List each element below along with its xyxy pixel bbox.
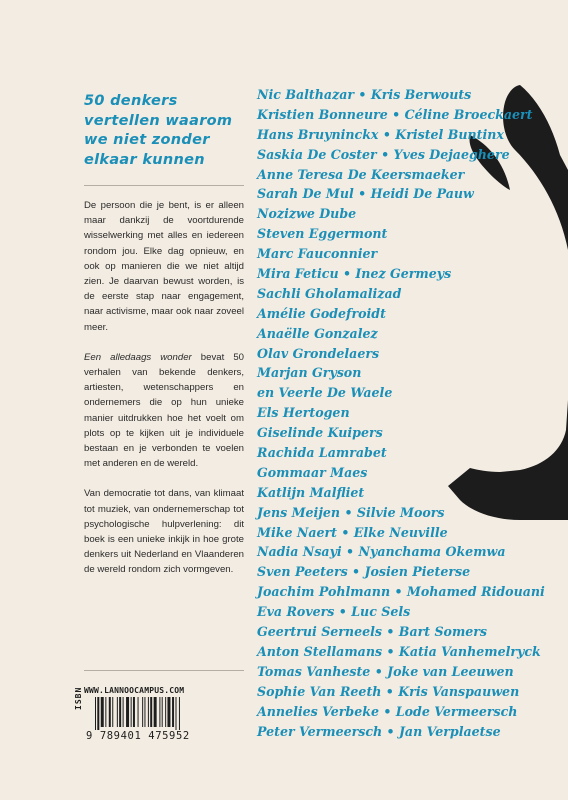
contributor-line: Anton Stellamans • Katia Vanhemelryck [257, 643, 541, 659]
contributor-line: Giselinde Kuipers [257, 425, 383, 441]
contributor-line: Joachim Pohlmann • Mohamed Ridouani [257, 584, 545, 600]
contributor-line: Sophie Van Reeth • Kris Vanspauwen [257, 683, 520, 699]
contributor-line: Tomas Vanheste • Joke van Leeuwen [257, 663, 514, 679]
blurb-paragraph-1: De persoon die je bent, is er alleen maar dankzij de voortdurende wisselwerking met alles en iedereen rondom jou. Elke dag opnieuw, en ook op manieren die we niet altijd zien. Je daarvan bewust worden, is de eerste stap naar engagement, naar activisme, maar ook naar zoveel meer. [84, 200, 244, 333]
contributor-line: Sachli Gholamalizad [257, 285, 402, 301]
contributor-line: Geertrui Serneels • Bart Somers [257, 624, 488, 640]
book-title: Een alledaags wonder [84, 351, 192, 363]
contributor-line: Sven Peeters • Josien Pieterse [257, 564, 471, 580]
contributor-line: Nic Balthazar • Kris Berwouts [257, 87, 472, 102]
divider-top [84, 185, 244, 186]
back-cover-blurb [84, 198, 244, 578]
publisher-website: WWW.LANNOOCAMPUS.COM [84, 686, 185, 695]
contributor-line: Mira Feticu • Inez Germeys [257, 266, 452, 282]
contributor-line: Marjan Gryson [257, 365, 362, 381]
contributor-line: Rachida Lamrabet [257, 445, 387, 461]
contributor-line: Els Hertogen [257, 405, 350, 421]
contributor-line: Annelies Verbeke • Lode Vermeersch [257, 703, 518, 719]
blurb-paragraph-2 [84, 350, 244, 472]
contributor-line: Peter Vermeersch • Jan Verplaetse [257, 723, 501, 739]
contributor-line: Katlijn Malfliet [257, 484, 365, 500]
barcode [95, 697, 213, 730]
contributor-line: Hans Bruyninckx • Kristel Buntinx [257, 126, 504, 142]
contributor-line: Anne Teresa De Keersmaeker [257, 166, 465, 182]
isbn-label: ISBN [74, 686, 83, 710]
contributor-line: Steven Eggermont [257, 226, 388, 242]
contributor-line: Saskia De Coster • Yves Dejaeghere [257, 146, 510, 162]
divider-bottom [84, 670, 244, 671]
blurb-paragraph-3: Van democratie tot dans, van klimaat tot muziek, van ondernemerschap tot psychologische hulpverlening: dit boek is een unieke inkijk in hoe grote denkers uit Nederland en Vlaanderen de wereld rondom zich vormgeven. [84, 488, 244, 576]
contributor-line: Jens Meijen • Silvie Moors [257, 504, 445, 520]
contributor-line: Nadia Nsayi • Nyanchama Okemwa [257, 544, 506, 560]
contributor-line: Amélie Godefroidt [257, 305, 386, 321]
contributor-line: Gommaar Maes [257, 464, 368, 480]
blurb-paragraph-2-text: bevat 50 verhalen van bekende denkers, artiesten, wetenschappers en ondernemers die op hun unieke manier uitdrukken hoe het voelt om plots op te kijken uit je individuele bestaan en je verbonden te voelen met anderen en de wereld. [84, 351, 244, 470]
contributors-list [257, 85, 545, 741]
contributor-line: Kristien Bonneure • Céline Broeckaert [257, 106, 533, 122]
contributor-line: Olav Grondelaers [257, 345, 380, 361]
contributor-line: en Veerle De Waele [257, 385, 393, 401]
contributor-line: Anaëlle Gonzalez [257, 325, 378, 341]
contributor-line: Marc Fauconnier [257, 246, 378, 262]
contributor-line: Eva Rovers • Luc Sels [257, 604, 411, 620]
isbn-number: 9 789401 475952 [86, 730, 190, 742]
contributor-line: Sarah De Mul • Heidi De Pauw [257, 186, 474, 202]
contributor-line: Mike Naert • Elke Neuville [257, 524, 448, 540]
tagline: 50 denkers vertellen waarom we niet zonder elkaar kunnen [84, 93, 233, 168]
contributor-line: Nozizwe Dube [257, 206, 357, 222]
